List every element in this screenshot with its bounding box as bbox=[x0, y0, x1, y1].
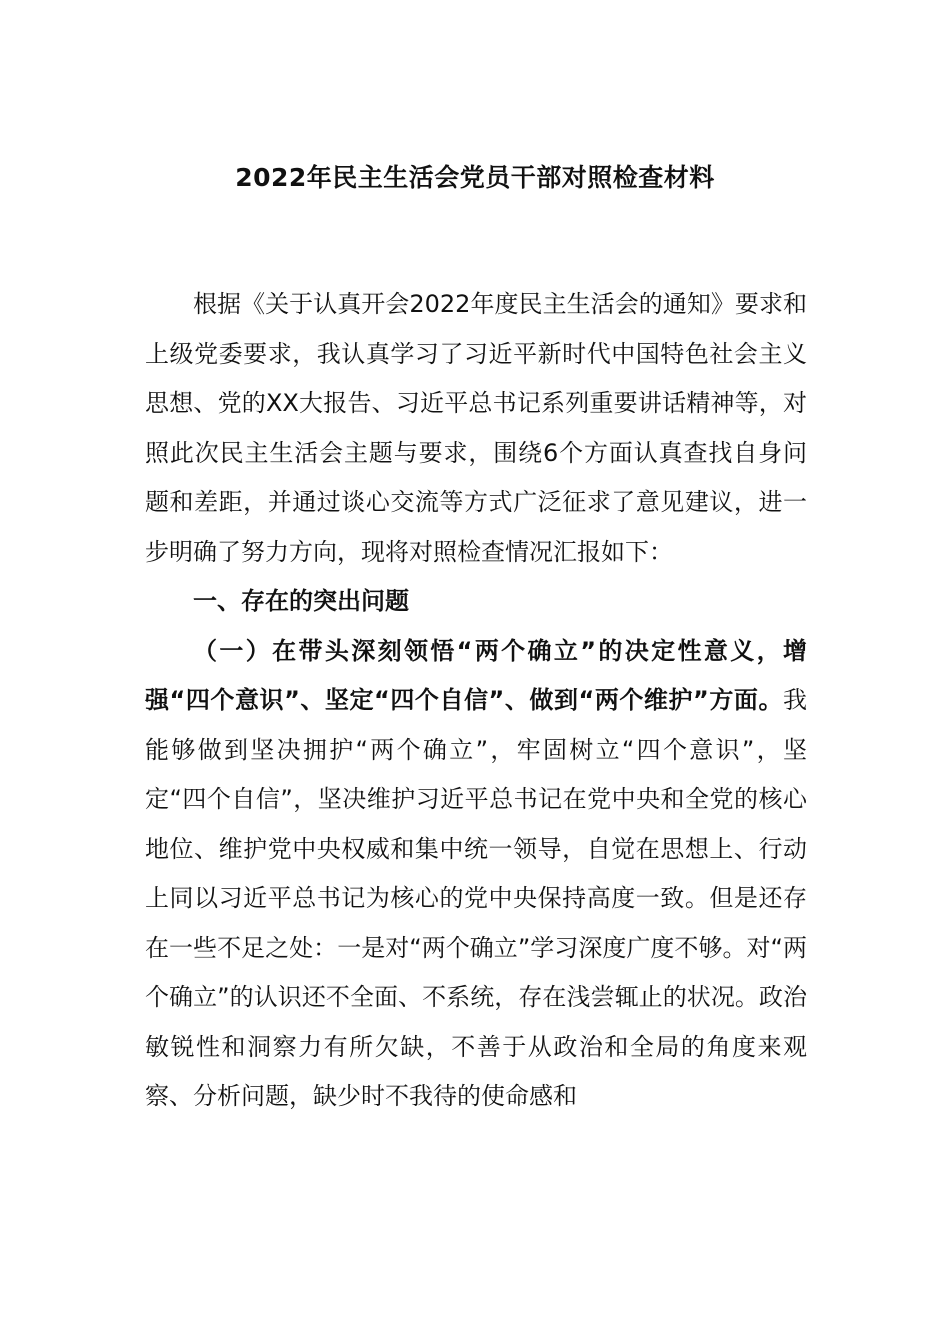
item-paragraph bbox=[145, 627, 807, 1122]
intro-paragraph: 根据《关于认真开会2022年度民主生活会的通知》要求和上级党委要求，我认真学习了习近平新时代中国特色社会主义思想、党的XX大报告、习近平总书记系列重要讲话精神等，对照此次民主生活会主题与要求，围绕6个方面认真查找自身问题和差距，并通过谈心交流等方式广泛征求了意见建议，进一步明确了努力方向，现将对照检查情况汇报如下： bbox=[145, 290, 807, 566]
item-body: 我能够做到坚决拥护“两个确立”，牢固树立“四个意识”，坚定“四个自信”，坚决维护习近平总书记在党中央和全党的核心地位、维护党中央权威和集中统一领导，自觉在思想上、行动上同以习近平总书记为核心的党中央保持高度一致。但是还存在一些不足之处：一是对“两个确立”学习深度广度不够。对“两个确立”的认识还不全面、不系统，存在浅尝辄止的状况。政治敏锐性和洞察力有所欠缺，不善于从政治和全局的角度来观察、分析问题，缺少时不我待的使命感和 bbox=[145, 686, 807, 1110]
document-title: 2022年民主生活会党员干部对照检查材料 bbox=[235, 163, 715, 192]
item-heading: （一）在带头深刻领悟“两个确立”的决定性意义，增强“四个意识”、坚定“四个自信”、做到“两个维护”方面。 bbox=[145, 636, 807, 714]
document-body bbox=[145, 280, 807, 1122]
section-heading: 一、存在的突出问题 bbox=[193, 587, 409, 615]
